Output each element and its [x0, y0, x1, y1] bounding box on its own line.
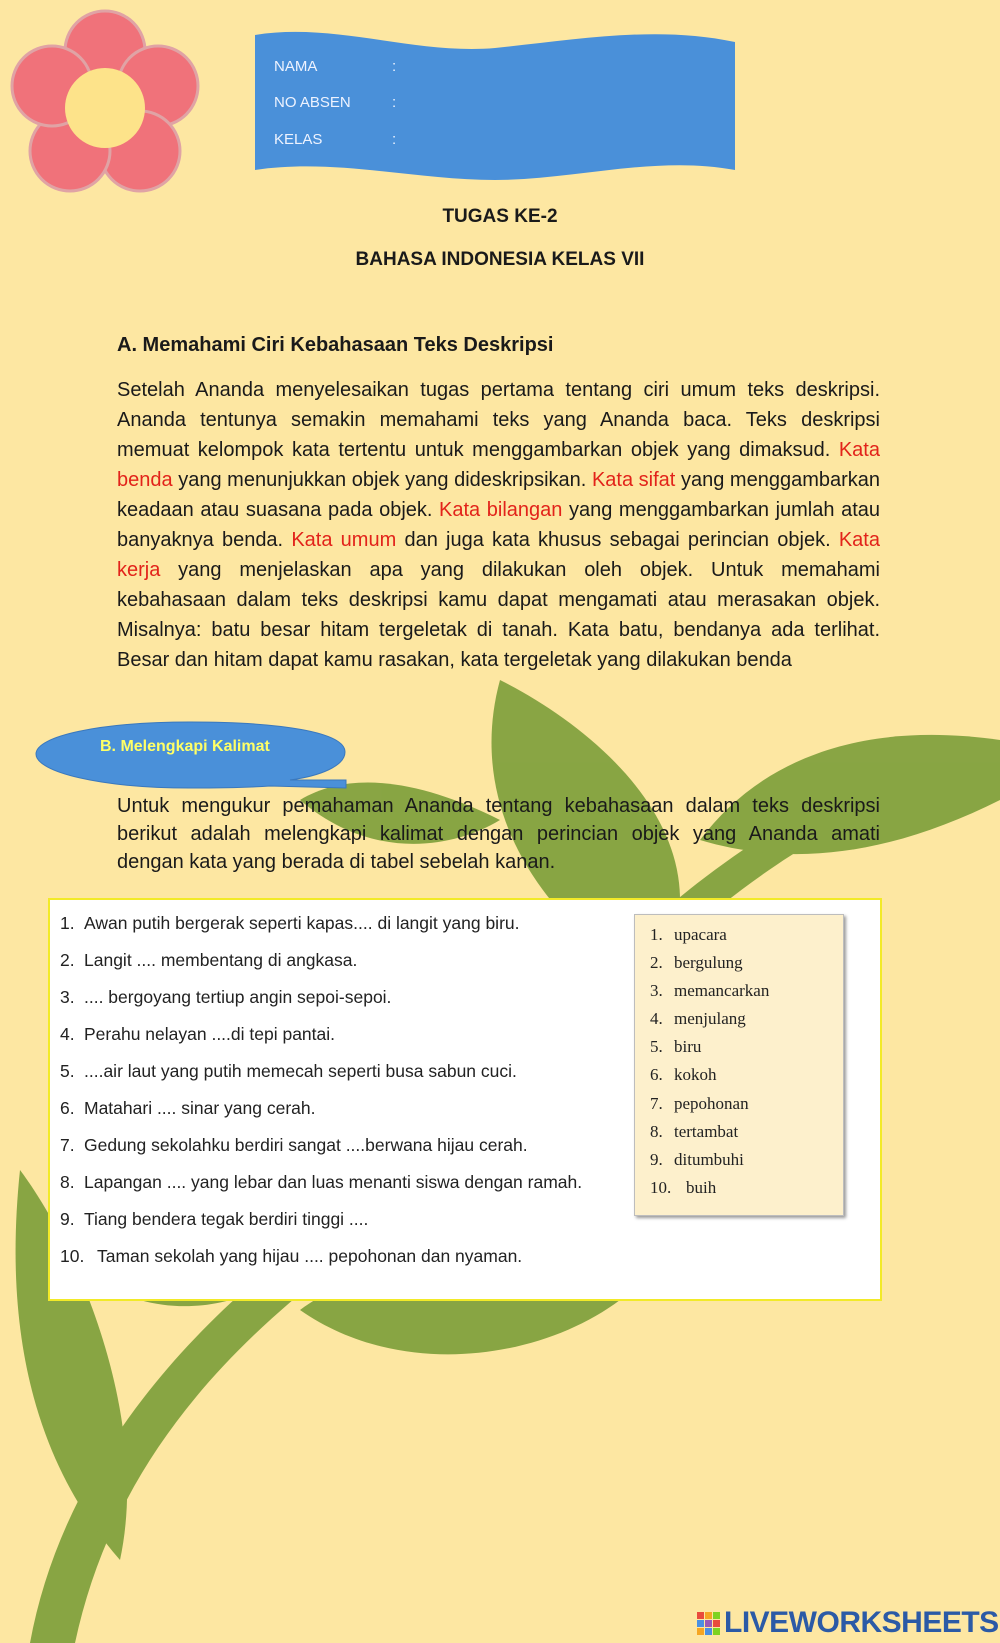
word-text: menjulang: [674, 1009, 746, 1028]
field-label: NO ABSEN: [274, 94, 351, 111]
question-text: Matahari .... sinar yang cerah.: [84, 1098, 316, 1118]
question-number: 7.: [60, 1135, 75, 1155]
field-label: KELAS: [274, 131, 323, 148]
word-bank-item: [650, 1150, 744, 1170]
highlight-term: Kata benda: [117, 439, 880, 491]
question-number: 1.: [60, 913, 75, 933]
word-number: 1.: [650, 925, 663, 944]
question-item: [60, 1098, 316, 1119]
word-text: tertambat: [674, 1122, 739, 1141]
text-segment: yang menunjukkan objek yang dideskripsikan.: [172, 469, 592, 491]
question-item: [60, 1246, 522, 1267]
question-number: 4.: [60, 1024, 75, 1044]
section-b-heading: B. Melengkapi Kalimat: [100, 738, 270, 755]
word-number: 3.: [650, 981, 663, 1000]
word-bank-item: [650, 981, 769, 1001]
brand-name: LIVEWORKSHEETS: [724, 1606, 999, 1639]
question-text: ....air laut yang putih memecah seperti busa sabun cuci.: [84, 1061, 517, 1081]
section-a-paragraph: [117, 375, 880, 675]
question-text: Lapangan .... yang lebar dan luas menanti siswa dengan ramah.: [84, 1172, 583, 1192]
word-text: kokoh: [674, 1065, 717, 1084]
section-a-heading: A. Memahami Ciri Kebahasaan Teks Deskripsi: [117, 334, 554, 356]
liveworksheets-logo[interactable]: [697, 1606, 999, 1640]
word-bank-item: [650, 1009, 746, 1029]
question-text: Gedung sekolahku berdiri sangat ....berwana hijau cerah.: [84, 1135, 528, 1155]
question-number: 6.: [60, 1098, 75, 1118]
text-segment: yang menggambarkan jumlah atau banyaknya benda.: [117, 499, 880, 551]
question-item: [60, 913, 520, 934]
question-item: [60, 1209, 368, 1230]
word-number: 9.: [650, 1150, 663, 1169]
question-number: 8.: [60, 1172, 75, 1192]
word-bank-item: [650, 1037, 701, 1057]
word-text: pepohonan: [674, 1094, 749, 1113]
field-no-absen[interactable]: [274, 94, 396, 111]
word-text: bergulung: [674, 953, 743, 972]
highlight-term: Kata kerja: [117, 529, 880, 581]
page-subtitle: BAHASA INDONESIA KELAS VII: [355, 249, 645, 270]
word-number: 5.: [650, 1037, 663, 1056]
highlight-term: Kata bilangan: [439, 499, 563, 521]
field-nama[interactable]: [274, 58, 396, 75]
field-kelas[interactable]: [274, 131, 396, 148]
question-item: [60, 950, 357, 971]
section-b-intro: Untuk mengukur pemahaman Ananda tentang kebahasaan dalam teks deskripsi berikut adalah melengkapi kalimat dengan perincian objek yang Ananda amati dengan kata yang berada di tabel sebelah kanan.: [117, 795, 880, 873]
page-title: TUGAS KE-2: [442, 206, 558, 227]
highlight-term: Kata umum: [291, 529, 397, 551]
field-separator: :: [392, 131, 397, 148]
question-item: [60, 1061, 517, 1082]
text-segment: yang menggambarkan keadaan atau suasana pada objek.: [117, 469, 881, 521]
question-item: [60, 1172, 582, 1193]
word-number: 6.: [650, 1065, 663, 1084]
field-separator: :: [392, 58, 397, 75]
word-text: memancarkan: [674, 981, 770, 1000]
field-separator: :: [392, 94, 397, 111]
word-text: upacara: [674, 925, 727, 944]
question-text: Perahu nelayan ....di tepi pantai.: [84, 1024, 336, 1044]
question-text: Awan putih bergerak seperti kapas.... di langit yang biru.: [84, 913, 520, 933]
question-number: 5.: [60, 1061, 75, 1081]
text-segment: dan juga kata khusus sebagai perincian objek.: [396, 529, 839, 551]
word-bank-item: [650, 1065, 717, 1085]
question-text: Taman sekolah yang hijau .... pepohonan dan nyaman.: [97, 1246, 523, 1266]
word-bank-item: [650, 1122, 738, 1142]
question-number: 10.: [60, 1246, 85, 1266]
word-bank-item: [650, 1178, 716, 1198]
question-text: Tiang bendera tegak berdiri tinggi ....: [84, 1209, 369, 1229]
word-number: 10.: [650, 1178, 672, 1197]
word-text: ditumbuhi: [674, 1150, 744, 1169]
word-number: 4.: [650, 1009, 663, 1028]
question-number: 3.: [60, 987, 75, 1007]
highlight-term: Kata sifat: [591, 469, 676, 491]
word-number: 7.: [650, 1094, 663, 1113]
word-bank-item: [650, 925, 727, 945]
word-text: buih: [686, 1178, 717, 1197]
word-bank-item: [650, 953, 743, 973]
question-number: 2.: [60, 950, 75, 970]
logo-grid-icon: [697, 1612, 720, 1635]
flower-icon: [10, 6, 200, 206]
word-number: 2.: [650, 953, 663, 972]
question-item: [60, 1135, 528, 1156]
field-label: NAMA: [274, 58, 318, 75]
question-item: [60, 1024, 335, 1045]
word-text: biru: [674, 1037, 702, 1056]
text-segment: yang menjelaskan apa yang dilakukan oleh objek. Untuk memahami kebahasaan dalam teks deskripsi kamu dapat mengamati atau merasakan objek. Misalnya: batu besar hitam tergeletak di tanah. Kata batu, bendanya ada terlihat. Besar dan hitam dapat kamu rasakan, kata tergeletak yang dilakukan benda: [117, 559, 880, 671]
question-text: .... bergoyang tertiup angin sepoi-sepoi.: [84, 987, 392, 1007]
word-bank-item: [650, 1094, 749, 1114]
text-segment: Setelah Ananda menyelesaikan tugas pertama tentang ciri umum teks deskripsi. Ananda tentunya semakin memahami teks yang Ananda baca. Teks deskripsi memuat kelompok kata tertentu untuk menggambarkan objek yang dimaksud.: [117, 379, 880, 461]
question-item: [60, 987, 391, 1008]
question-number: 9.: [60, 1209, 75, 1229]
word-number: 8.: [650, 1122, 663, 1141]
question-text: Langit .... membentang di angkasa.: [84, 950, 358, 970]
